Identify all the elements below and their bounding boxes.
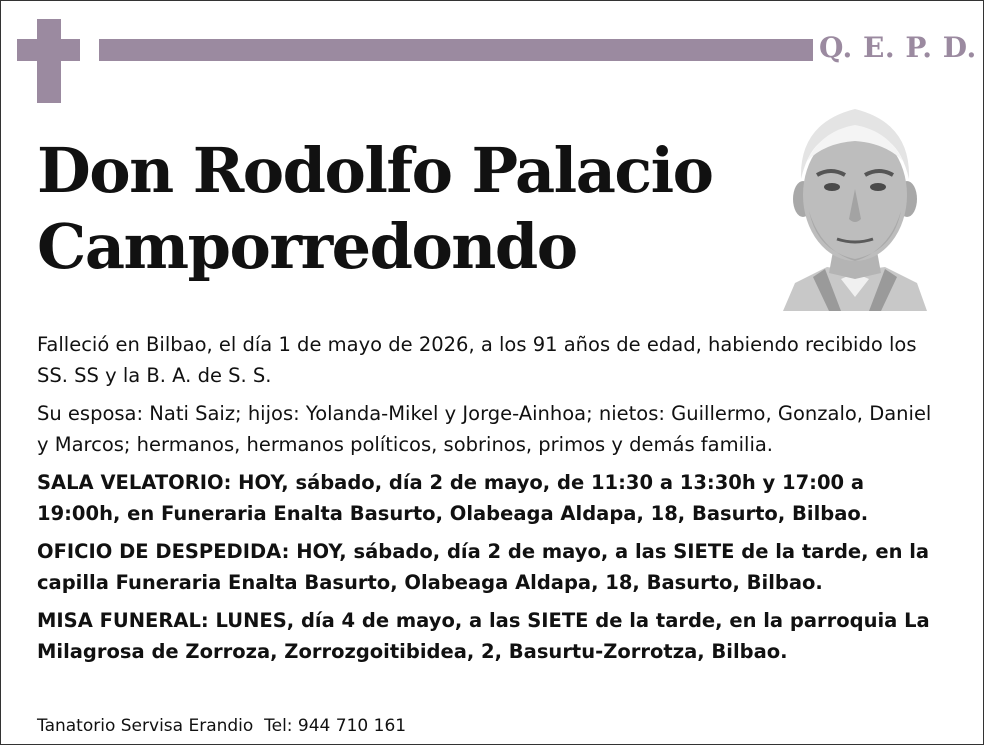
farewell-service-notice: OFICIO DE DESPEDIDA: HOY, sábado, día 2 de mayo, a las SIETE de la tarde, en la capilla Funeraria Enalta Basurto, Olabeaga Aldapa, 18, Basurto, Bilbao. <box>37 540 930 594</box>
name-line-1: Don Rodolfo Palacio <box>37 134 713 207</box>
funeral-mass-notice: MISA FUNERAL: LUNES, día 4 de mayo, a las SIETE de la tarde, en la parroquia La Milagrosa de Zorroza, Zorrozgoitibidea, 2, Basurtu-Zorrotza, Bilbao. <box>37 609 930 663</box>
header-bar <box>99 39 813 61</box>
deceased-name <box>37 133 777 285</box>
cross-icon-vertical <box>37 19 61 103</box>
name-line-2: Camporredondo <box>37 210 577 283</box>
death-notice: Falleció en Bilbao, el día 1 de mayo de 2026, a los 91 años de edad, habiendo recibido los SS. SS y la B. A. de S. S. <box>37 333 917 387</box>
obituary-text <box>37 329 949 674</box>
funeral-home-footer: Tanatorio Servisa Erandio Tel: 944 710 161 <box>37 716 407 736</box>
family-notice: Su esposa: Nati Saiz; hijos: Yolanda-Mikel y Jorge-Ainhoa; nietos: Guillermo, Gonzalo, Daniel y Marcos; hermanos, hermanos políticos, sobrinos, primos y demás familia. <box>37 402 932 456</box>
qepd-label: Q. E. P. D. <box>819 31 977 64</box>
portrait-photo <box>781 101 929 311</box>
cross-icon-horizontal <box>17 39 80 61</box>
wake-room-notice: SALA VELATORIO: HOY, sábado, día 2 de mayo, de 11:30 a 13:30h y 17:00 a 19:00h, en Funeraria Enalta Basurto, Olabeaga Aldapa, 18, Basurto, Bilbao. <box>37 471 869 525</box>
